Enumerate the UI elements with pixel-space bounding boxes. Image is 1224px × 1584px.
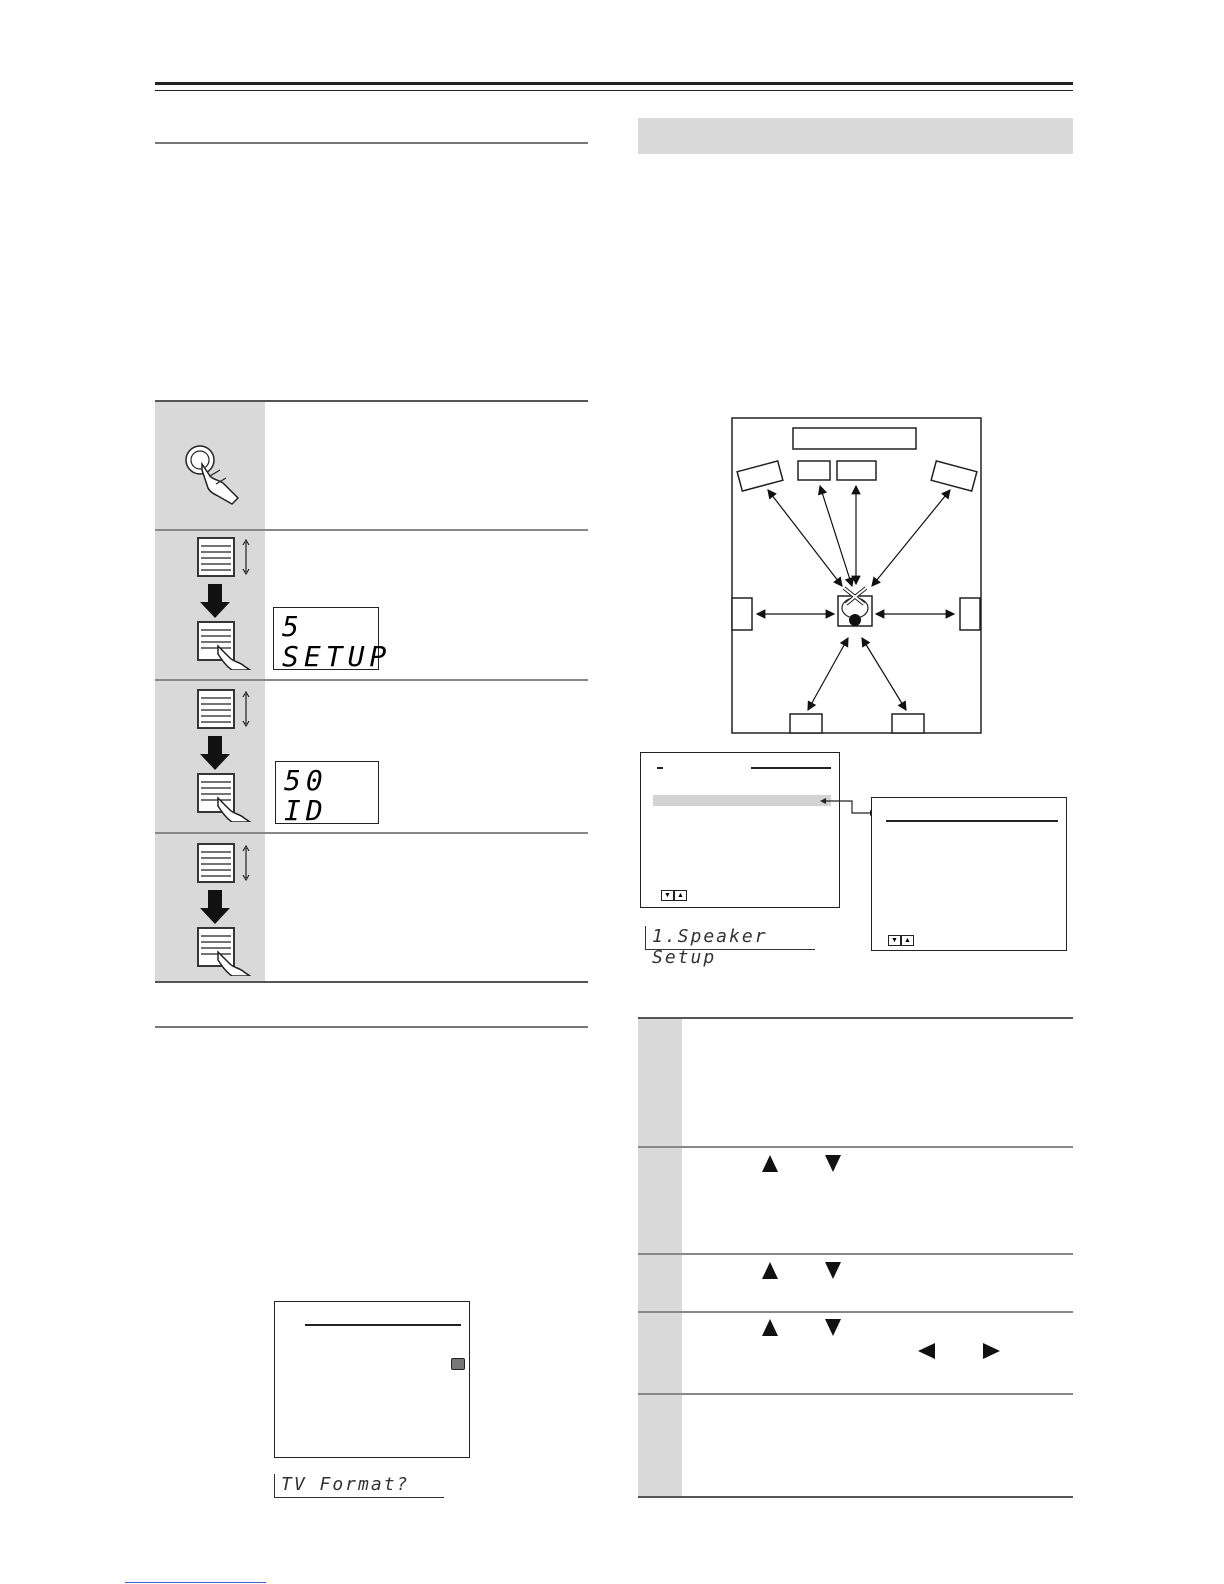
down-arrow-icon: ▼ <box>888 935 901 946</box>
right-step-column-bg <box>638 1019 682 1497</box>
left-section-rule <box>155 142 588 144</box>
up-arrow-icon: ▲ <box>901 935 914 946</box>
step-table-bottom-rule <box>155 981 588 983</box>
osd-title-rule <box>751 767 831 769</box>
menu-connector-arrow <box>818 795 878 819</box>
speaker-layout-diagram <box>730 416 984 736</box>
osd-highlight-row <box>653 795 831 806</box>
osd-dash <box>657 767 663 769</box>
finger-press-icon <box>180 440 250 505</box>
footer-link-underline[interactable] <box>125 1582 266 1583</box>
right-step-sep-1 <box>638 1146 1073 1148</box>
step2-display <box>273 607 392 673</box>
tv-format-osd <box>274 1301 470 1458</box>
up-arrow-icon <box>762 1319 778 1336</box>
osd-title-rule <box>305 1324 461 1326</box>
step-sep-1 <box>155 529 588 531</box>
down-arrow-icon <box>825 1319 841 1336</box>
step3-display-line1: 50 <box>284 764 328 797</box>
up-arrow-icon: ▲ <box>674 890 687 901</box>
section-header-bar <box>638 118 1073 154</box>
scroll-dial-icon <box>196 842 266 976</box>
header-rule-thick <box>155 82 1073 85</box>
step2-display-line2: SETUP <box>282 640 392 673</box>
speaker-setup-osd <box>871 797 1067 951</box>
left-arrow-icon <box>918 1343 935 1359</box>
right-arrow-icon <box>983 1343 1000 1359</box>
right-step-sep-3 <box>638 1311 1073 1313</box>
right-step-sep-2 <box>638 1253 1073 1255</box>
right-table-top-rule <box>638 1017 1073 1019</box>
scroll-dial-icon <box>196 688 266 822</box>
header-rule-thin <box>155 90 1073 91</box>
step-sep-2 <box>155 679 588 681</box>
up-arrow-icon <box>762 1155 778 1172</box>
step3-display <box>275 761 379 827</box>
step2-display-line1: 5 <box>282 610 304 643</box>
right-table-bottom-rule <box>638 1496 1073 1498</box>
up-arrow-icon <box>762 1262 778 1279</box>
step3-display-line2: ID <box>284 794 328 827</box>
down-arrow-icon <box>825 1155 841 1172</box>
step-sep-3 <box>155 832 588 834</box>
tv-format-display: TV Format? <box>274 1474 444 1498</box>
down-arrow-icon <box>825 1262 841 1279</box>
osd-title-rule <box>886 820 1058 822</box>
osd-icon <box>451 1358 465 1370</box>
scroll-dial-icon <box>196 536 266 670</box>
speaker-setup-display: 1.Speaker Setup <box>645 926 815 950</box>
main-menu-osd <box>640 752 840 908</box>
down-arrow-icon: ▼ <box>661 890 674 901</box>
right-step-sep-4 <box>638 1393 1073 1395</box>
left-section2-rule <box>155 1026 588 1028</box>
